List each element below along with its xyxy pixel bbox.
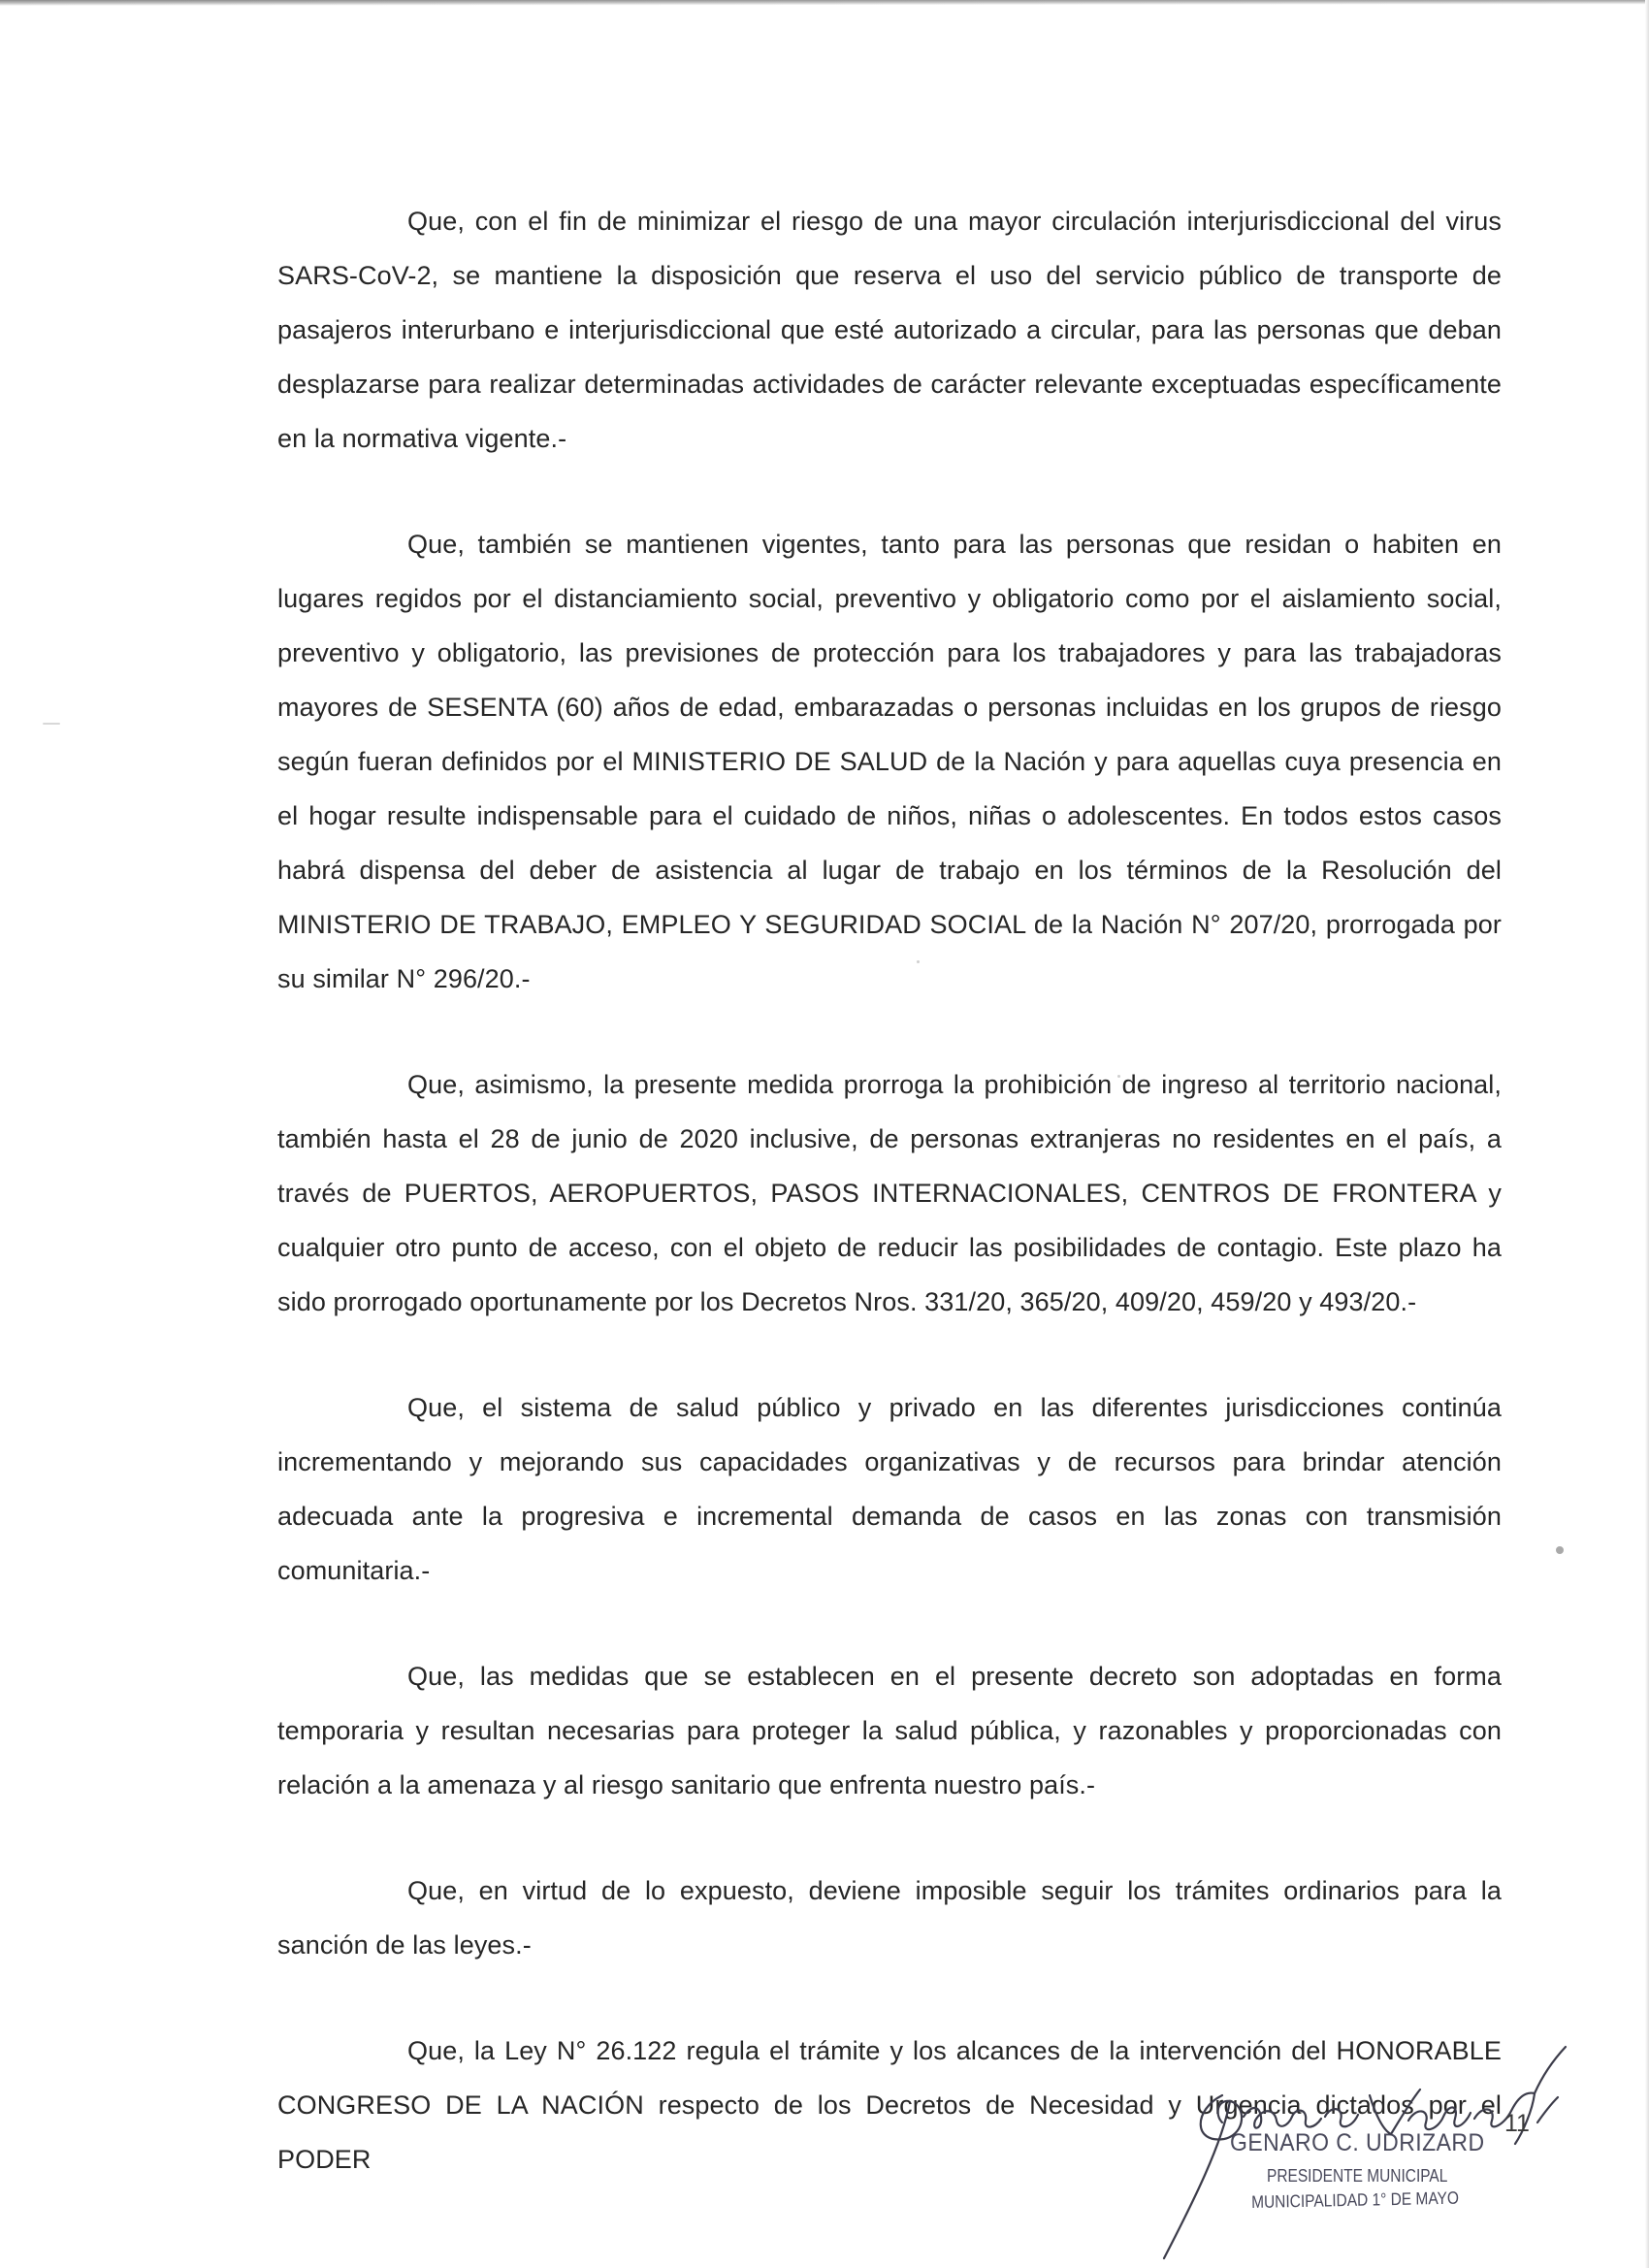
page-number: 11 [1504,2110,1530,2137]
paragraph: Que, en virtud de lo expuesto, deviene imposible seguir los trámites ordinarios para la sanción de las leyes.- [277,1876,1502,1960]
scan-right-edge [1645,0,1649,2268]
paragraph: Que, la Ley N° 26.122 regula el trámite y los alcances de la intervención del HONORABLE CONGRESO DE LA NACIÓN respecto de los Decretos de Necesidad y Urgencia dictados por el PODER [277,2036,1502,2174]
paragraph: Que, también se mantienen vigentes, tanto para las personas que residan o habiten en lugares regidos por el distanciamiento social, preventivo y obligatorio como por el aislamiento social, preventivo y obligatorio, las previsiones de protección para los trabajadores y para las trabajadoras mayores de SESENTA (60) años de edad, embarazadas o personas incluidas en los grupos de riesgo según fueran definidos por el MINISTERIO DE SALUD de la Nación y para aquellas cuya presencia en el hogar resulte indispensable para el cuidado de niños, niñas o adolescentes. En todos estos casos habrá dispensa del deber de asistencia al lugar de trabajo en los términos de la Resolución del MINISTERIO DE TRABAJO, EMPLEO Y SEGURIDAD SOCIAL de la Nación N° 207/20, prorrogada por su similar N° 296/20.- [277,530,1502,993]
stamp-name: GENARO C. UDRIZARD [1230,2129,1485,2156]
scan-top-edge [0,0,1649,6]
paragraph: Que, asimismo, la presente medida prorroga la prohibición de ingreso al territorio nacional, también hasta el 28 de junio de 2020 inclusive, de personas extranjeras no residentes en el país, a través de PUERTOS, AEROPUERTOS, PASOS INTERNACIONALES, CENTROS DE FRONTERA y cualquier otro punto de acceso, con el objeto de reducir las posibilidades de contagio. Este plazo ha sido prorrogado oportunamente por los Decretos Nros. 331/20, 365/20, 409/20, 459/20 y 493/20.- [277,1070,1502,1316]
stamp-title: PRESIDENTE MUNICIPAL [1267,2166,1448,2186]
scan-speck [43,723,60,725]
paragraph: Que, las medidas que se establecen en el presente decreto son adoptadas en forma temporaria y resultan necesarias para proteger la salud pública, y razonables y proporcionadas con relación a la amenaza y al riesgo sanitario que enfrenta nuestro país.- [277,1662,1502,1799]
paragraph: Que, el sistema de salud público y privado en las diferentes jurisdicciones continúa incrementando y mejorando sus capacidades organizativas y de recursos para brindar atención adecuada ante la progresiva e incremental demanda de casos en las zonas con transmisión comunitaria.- [277,1393,1502,1585]
scan-speck [1556,1546,1564,1554]
paragraph: Que, con el fin de minimizar el riesgo de una mayor circulación interjurisdiccional del virus SARS-CoV-2, se mantiene la disposición que reserva el uso del servicio público de transporte de pasajeros interurbano e interjurisdiccional que esté autorizado a circular, para las personas que deban desplazarse para realizar determinadas actividades de carácter relevante exceptuadas específicamente en la normativa vigente.- [277,207,1502,453]
document-body [277,194,1502,2238]
handwritten-signature-icon [1154,2037,1581,2260]
stamp-municipality: MUNICIPALIDAD 1° DE MAYO [1251,2187,1460,2212]
